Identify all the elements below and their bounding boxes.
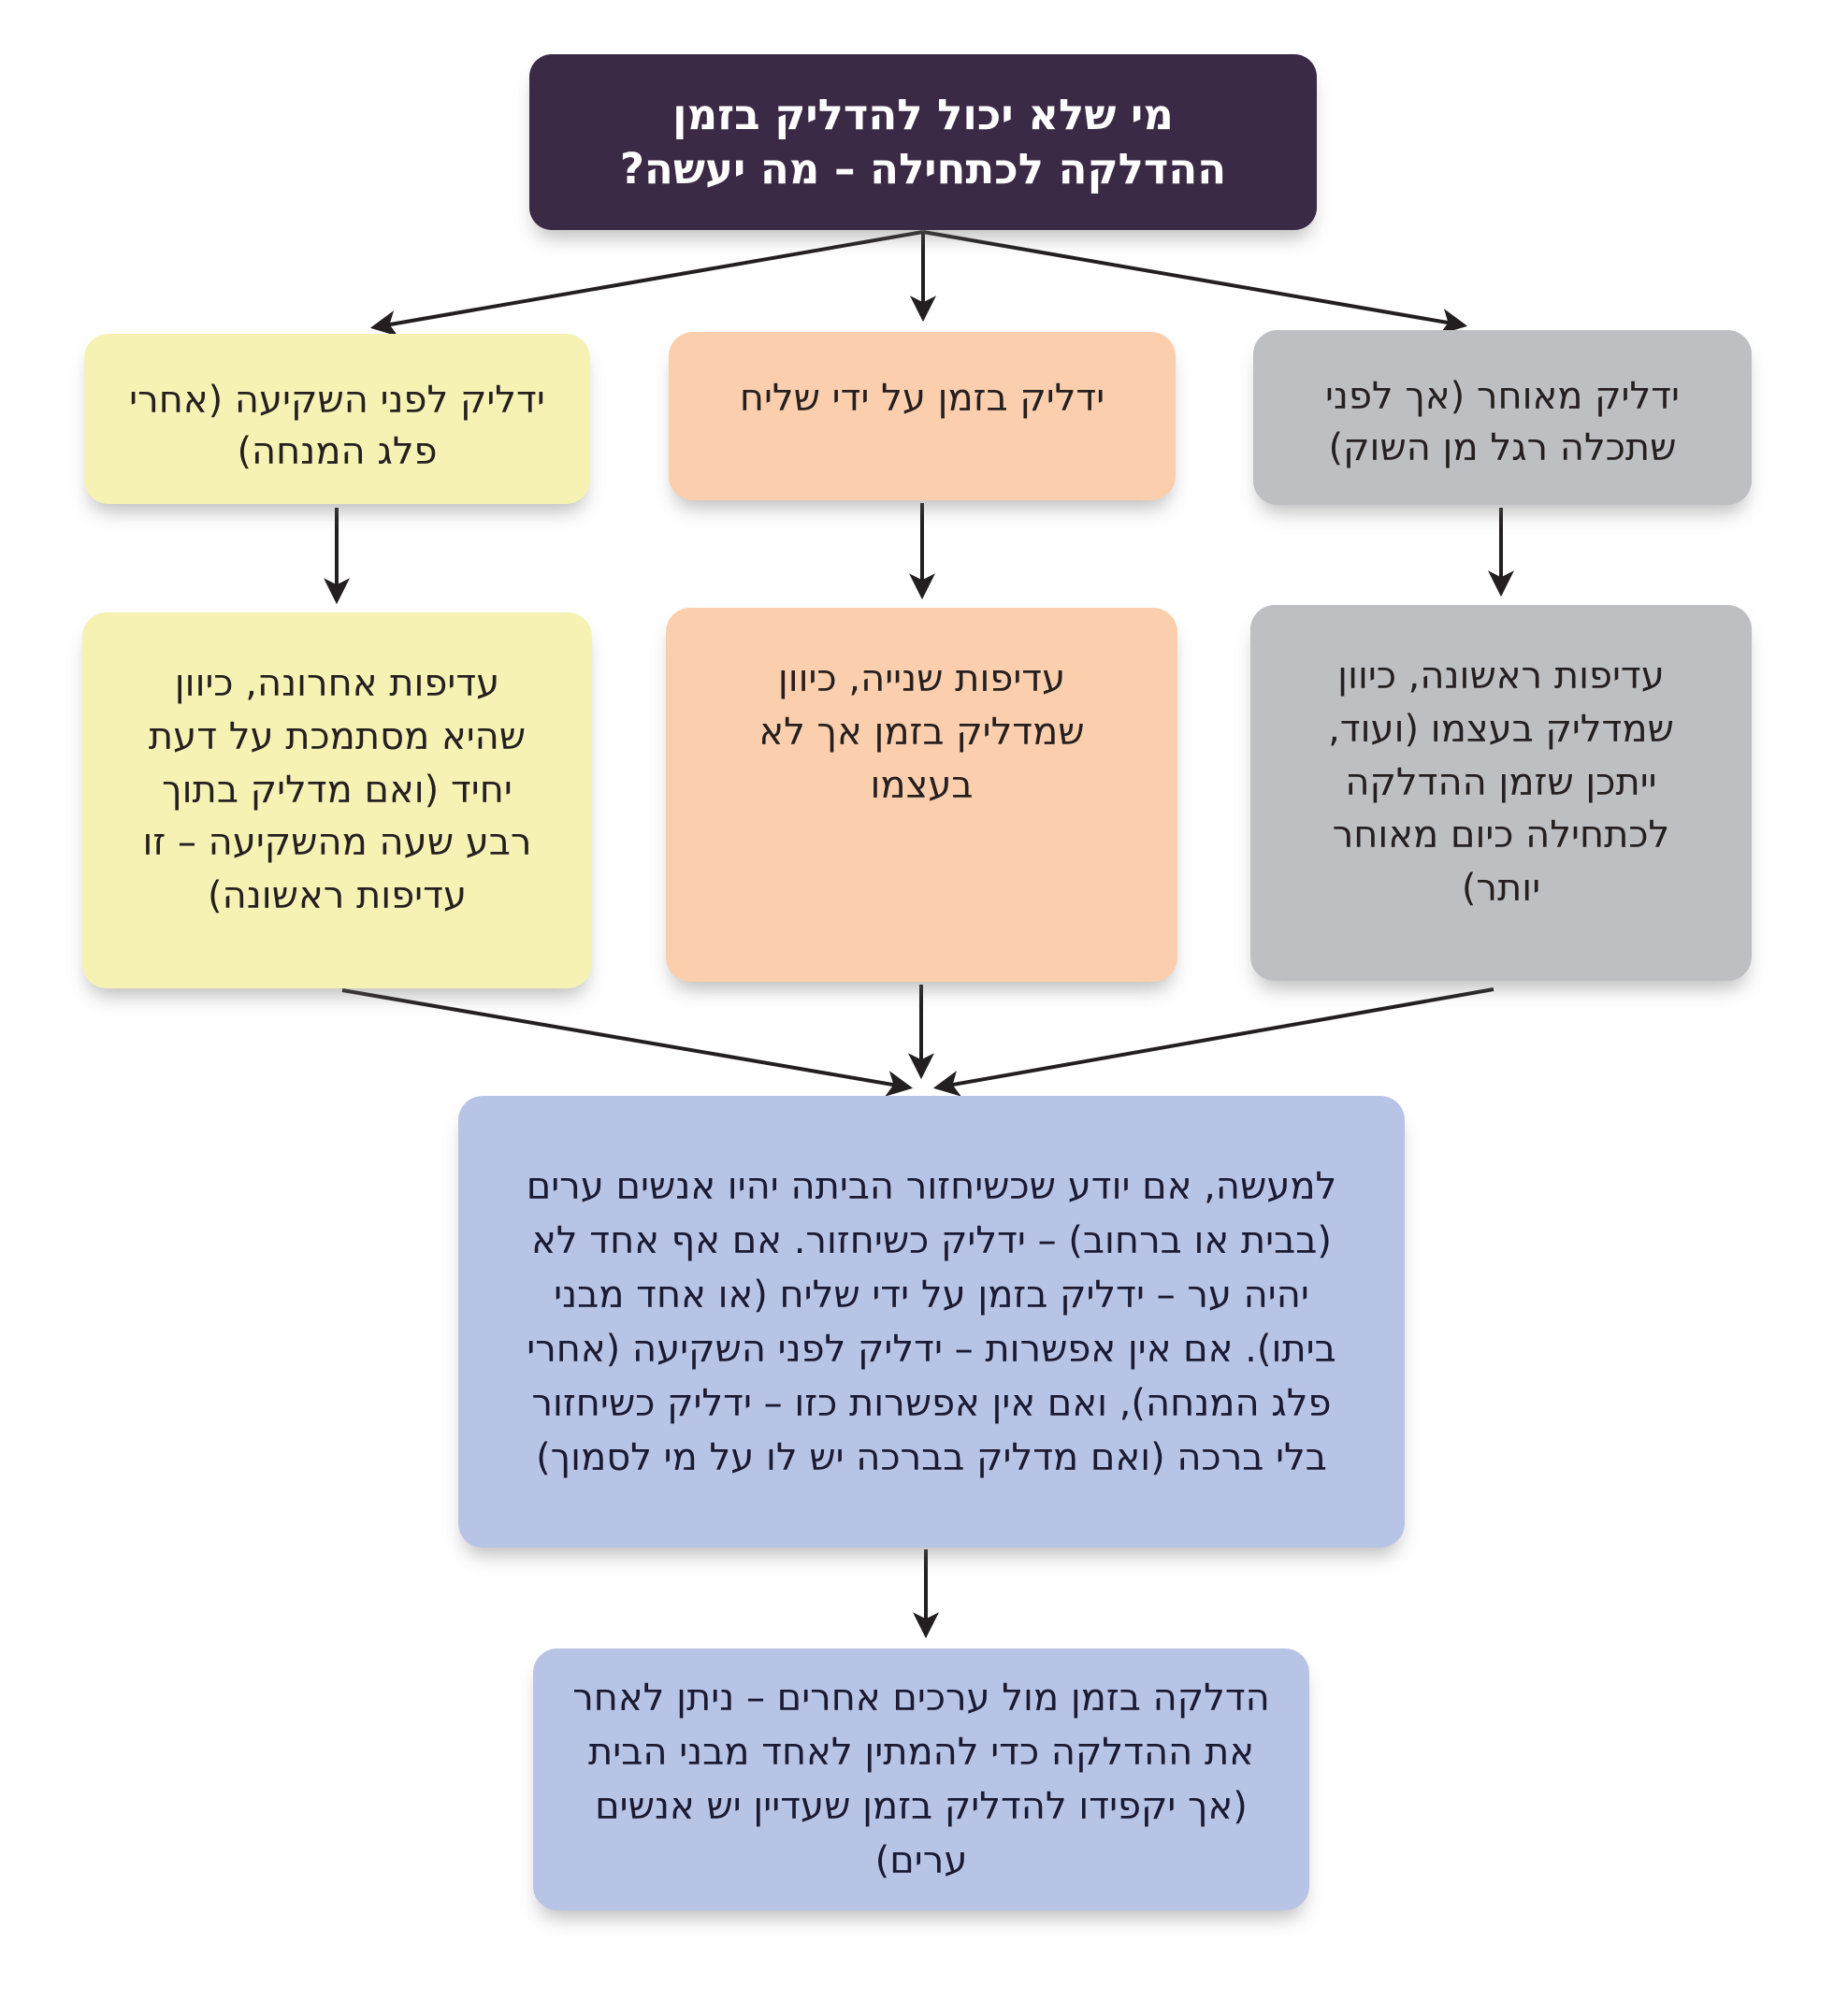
option-before-sunset-text: ידליק לפני השקיעה (אחרי פלג המנחה) — [129, 379, 545, 474]
title-text: מי שלא יכול להדליק בזמן ההדלקה לכתחילה – מה יעשה? — [619, 90, 1227, 194]
practical-summary-box — [458, 1096, 1405, 1548]
detail-before-sunset-text: עדיפות אחרונה, כיוון שהיא מסתמכת על דעת יחיד (ואם מדליק בתוך רבע שעה מהשקיעה – זו עדיפות ראשונה) — [142, 662, 532, 918]
final-note-text: הדלקה בזמן מול ערכים אחרים – ניתן לאחר את ההדלקה כדי להמתין לאחד מבני הבית (אך יקפידו להדליק בזמן שעדיין יש אנשים ערים) — [572, 1677, 1270, 1882]
option-by-messenger-box — [669, 332, 1176, 500]
arrow-detail-3-to-practical — [937, 989, 1494, 1087]
detail-before-sunset-box — [82, 612, 592, 988]
practical-summary-text: למעשה, אם יודע שכשיחזור הביתה יהיו אנשים ערים (בבית או ברחוב) – ידליק כשיחזור. אם אף אחד לא יהיה ער – ידליק בזמן על ידי שליח (או אחד מבני ביתו). אם אין אפשרות – ידליק לפני השקיעה (אחרי פלג המנחה), ואם אין אפשרות כזו – ידליק כשיחזור בלי ברכה (ואם מדליק בברכה יש לו על מי לסמוך) — [526, 1164, 1337, 1479]
detail-by-messenger-box — [666, 608, 1177, 982]
detail-late-text: עדיפות ראשונה, כיוון שמדליק בעצמו (ועוד, ייתכן שזמן ההדלקה לכתחילה כיום מאוחר יותר) — [1328, 655, 1674, 911]
detail-by-messenger-text: עדיפות שנייה, כיוון שמדליק בזמן אך לא בעצמו — [758, 657, 1085, 807]
option-before-sunset-box — [84, 334, 590, 504]
final-note-box — [533, 1648, 1309, 1910]
option-by-messenger-text: ידליק בזמן על ידי שליח — [739, 377, 1105, 420]
option-late-box — [1253, 330, 1752, 505]
option-late-text: ידליק מאוחר (אך לפני שתכלה רגל מן השוק) — [1324, 375, 1680, 470]
arrow-title-to-option-3 — [923, 232, 1464, 325]
arrow-title-to-option-1 — [374, 232, 923, 327]
detail-late-box — [1250, 605, 1752, 981]
arrow-detail-1-to-practical — [342, 990, 909, 1087]
title-box — [529, 54, 1317, 230]
